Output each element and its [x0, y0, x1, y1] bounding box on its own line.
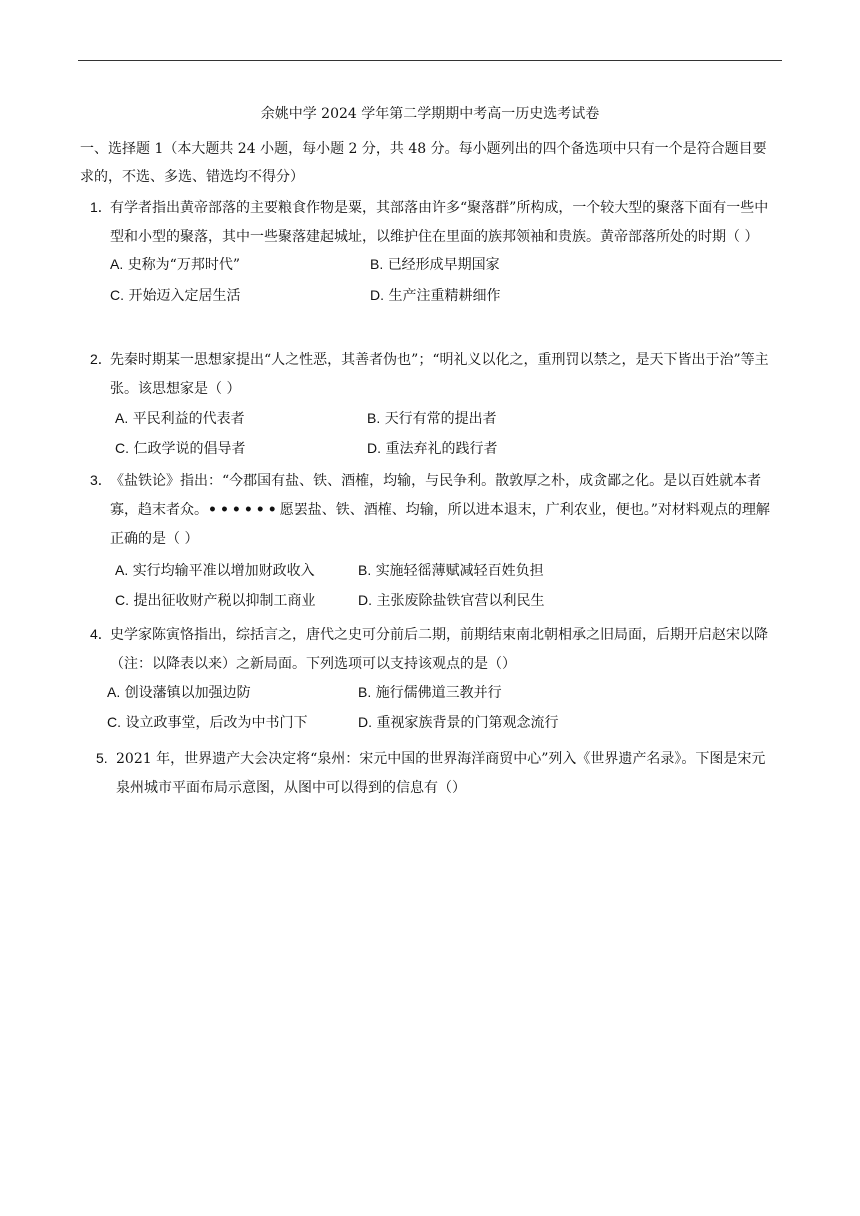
option-c[interactable]: C. 设立政事堂，后改为中书门下 [107, 714, 308, 731]
option-a[interactable]: A. 史称为“万邦时代” [110, 256, 241, 273]
question-number: 4． [90, 626, 112, 642]
question-text: 《盐铁论》指出：“今郡国有盐、铁、酒榷，均输，与民争利。散敦厚之朴，成贪鄙之化。是以百姓就本者寡，趋末者众。 [110, 473, 762, 518]
question-3 [90, 466, 770, 620]
header-rule [78, 60, 782, 61]
option-a[interactable]: A. 平民利益的代表者 [115, 410, 245, 427]
option-d[interactable]: D. 重法弃礼的践行者 [367, 440, 498, 457]
options [107, 682, 770, 742]
ellipsis-dots: •••••• [208, 502, 280, 518]
question-text: 史学家陈寅恪指出，综括言之，唐代之史可分前后二期，前期结束南北朝相承之旧局面，后期开启赵宋以降（注：以降表以来）之新局面。下列选项可以支持该观点的是（） [110, 627, 768, 672]
question-4 [90, 620, 770, 742]
option-a[interactable]: A. 创设藩镇以加强边防 [107, 684, 251, 701]
question-5 [96, 744, 776, 803]
question-number: 5. [96, 750, 108, 766]
option-c[interactable]: C. 仁政学说的倡导者 [115, 440, 246, 457]
question-number: 1． [90, 199, 112, 215]
question-2 [90, 345, 770, 468]
question-1 [90, 193, 770, 314]
section-instructions: 一、选择题 1（本大题共 24 小题，每小题 2 分，共 48 分。每小题列出的四个备选项中只有一个是符合题目要求的，不选、多选、错选均不得分） [80, 141, 767, 185]
option-b[interactable]: B. 实施轻徭薄赋减轻百姓负担 [358, 562, 544, 579]
question-stem [96, 744, 776, 803]
option-d[interactable]: D. 重视家族背景的门第观念流行 [358, 714, 559, 731]
question-text: 2021 年，世界遗产大会决定将“泉州：宋元中国的世界海洋商贸中心”列入《世界遗产名录》。下图是宋元泉州城市平面布局示意图，从图中可以得到的信息有（） [116, 751, 766, 796]
question-stem [90, 466, 770, 554]
option-a[interactable]: A. 实行均输平准以增加财政收入 [115, 562, 315, 579]
question-stem [90, 345, 770, 404]
option-b[interactable]: B. 已经形成早期国家 [370, 256, 500, 273]
options [110, 560, 770, 620]
exam-title: 余姚中学 2024 学年第二学期期中考高一历史选考试卷 [260, 106, 600, 122]
option-b[interactable]: B. 天行有常的提出者 [367, 410, 497, 427]
question-stem [90, 620, 770, 679]
question-text: 有学者指出黄帝部落的主要粮食作物是粟，其部落由许多“聚落群”所构成，一个较大型的聚落下面有一些中型和小型的聚落，其中一些聚落建起城址，以维护住在里面的族邦领袖和贵族。黄帝部落所处的时期（ ） [110, 200, 769, 245]
options [110, 254, 770, 314]
question-number: 2． [90, 351, 112, 367]
question-text: 先秦时期某一思想家提出“人之性恶，其善者伪也”；“明礼义以化之，重刑罚以禁之，是天下皆出于治”等主张。该思想家是（ ） [110, 352, 769, 397]
option-b[interactable]: B. 施行儒佛道三教并行 [358, 684, 502, 701]
question-number: 3． [90, 472, 112, 488]
options [110, 408, 770, 468]
option-c[interactable]: C. 提出征收财产税以抑制工商业 [115, 592, 316, 609]
option-c[interactable]: C. 开始迈入定居生活 [110, 287, 241, 304]
question-text-cont: 愿罢盐、铁、酒榷、均输，所以进本退末，广利农业，便也。”对材料观点的理解正确的是（ ） [110, 502, 770, 547]
question-stem [90, 193, 770, 252]
option-d[interactable]: D. 生产注重精耕细作 [370, 287, 501, 304]
option-d[interactable]: D. 主张废除盐铁官营以利民生 [358, 592, 545, 609]
